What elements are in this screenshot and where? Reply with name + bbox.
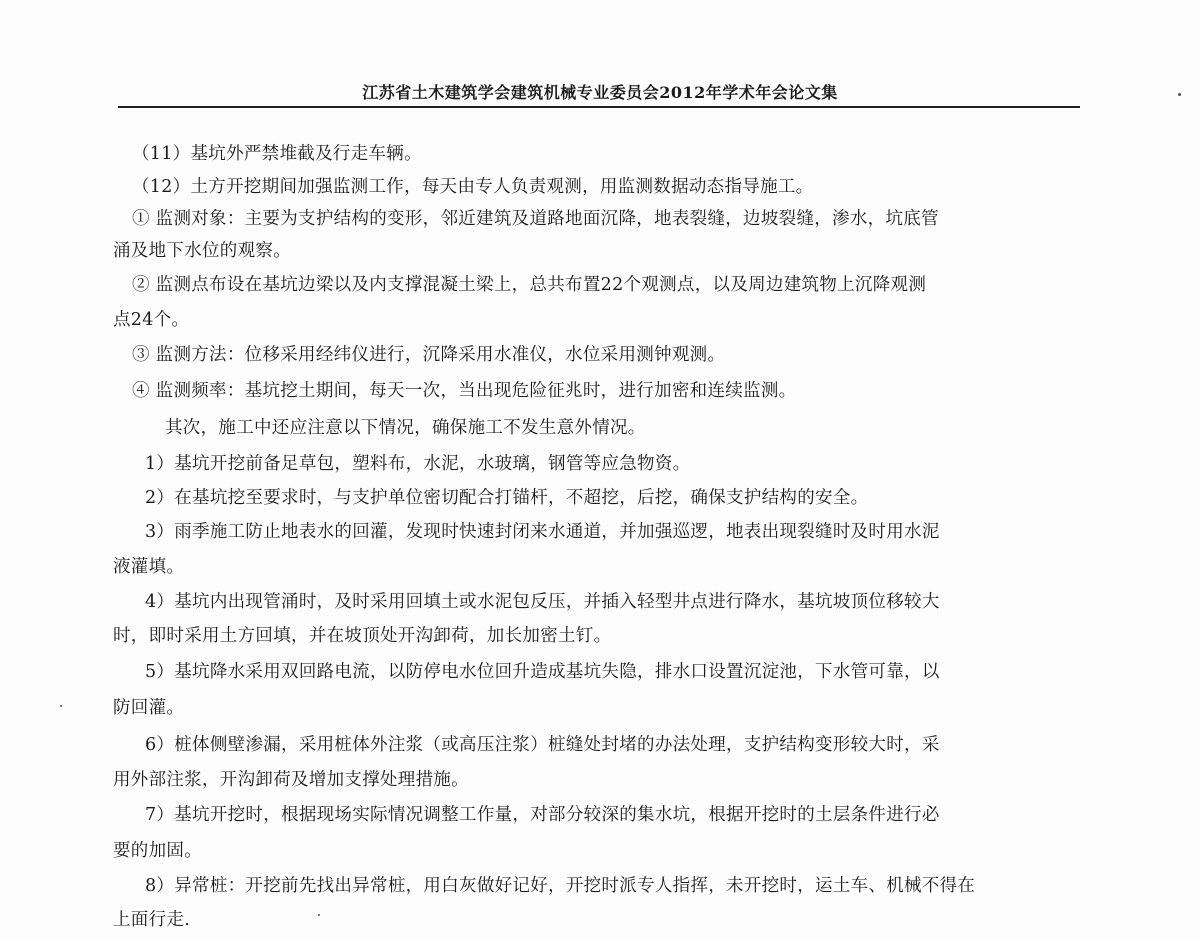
scan-speck <box>1178 93 1181 96</box>
text-line: 其次，施工中还应注意以下情况，确保施工不发生意外情况。 <box>165 418 646 438</box>
text-line: 时，即时采用土方回填，并在坡顶处开沟卸荷，加长加密土钉。 <box>113 626 612 646</box>
text-line: 5）基坑降水采用双回路电流，以防停电水位回升造成基坑失隐，排水口设置沉淀池，下水管可靠，以 <box>145 662 940 682</box>
running-header: 江苏省土木建筑学会建筑机械专业委员会2012年学术年会论文集 <box>362 83 838 102</box>
scan-speck <box>60 705 62 707</box>
text-line: 1）基坑开挖前备足草包，塑料布，水泥，水玻璃，钢管等应急物资。 <box>145 454 691 474</box>
text-line: 6）桩体侧壁渗漏，采用桩体外注浆（或高压注浆）桩缝处封堵的办法处理，支护结构变形较大时，采 <box>145 735 940 755</box>
text-line: ② 监测点布设在基坑边梁以及内支撑混凝土梁上，总共布置22个观测点，以及周边建筑物上沉降观测 <box>132 275 927 295</box>
text-line: ③ 监测方法：位移采用经纬仪进行，沉降采用水准仪，水位采用测钟观测。 <box>132 345 726 365</box>
text-line: ① 监测对象：主要为支护结构的变形，邻近建筑及道路地面沉降，地表裂缝，边坡裂缝，渗水，坑底管 <box>132 209 939 229</box>
text-line: （12）土方开挖期间加强监测工作，每天由专人负责观测，用监测数据动态指导施工。 <box>132 177 814 197</box>
text-line: 上面行走. <box>113 910 191 930</box>
header-rule <box>118 106 1080 108</box>
text-line: ④ 监测频率：基坑挖土期间，每天一次，当出现危险征兆时，进行加密和连续监测。 <box>132 381 797 401</box>
text-line: 防回灌。 <box>113 698 185 718</box>
text-line: （11）基坑外严禁堆截及行走车辆。 <box>132 144 422 164</box>
text-line: 7）基坑开挖时，根据现场实际情况调整工作量，对部分较深的集水坑，根据开挖时的土层条件进行必 <box>145 805 940 825</box>
text-line: 2）在基坑挖至要求时，与支护单位密切配合打锚杆，不超挖，后挖，确保支护结构的安全。 <box>145 488 869 508</box>
text-line: 点24个。 <box>113 310 190 330</box>
text-line: 涌及地下水位的观察。 <box>113 241 291 261</box>
text-line: 4）基坑内出现管涌时，及时采用回填土或水泥包反压，并插入轻型井点进行降水，基坑坡顶位移较大 <box>145 592 940 612</box>
text-line: 3）雨季施工防止地表水的回灌，发现时快速封闭来水通道，并加强巡逻，地表出现裂缝时及时用水泥 <box>145 522 940 542</box>
text-line: 要的加固。 <box>113 841 202 861</box>
scan-speck <box>318 914 320 916</box>
text-line: 用外部注浆，开沟卸荷及增加支撑处理措施。 <box>113 770 469 790</box>
text-line: 液灌填。 <box>113 557 185 577</box>
text-line: 8）异常桩：开挖前先找出异常桩，用白灰做好记好，开挖时派专人指挥，未开挖时，运土车、机械不得在 <box>145 876 976 896</box>
